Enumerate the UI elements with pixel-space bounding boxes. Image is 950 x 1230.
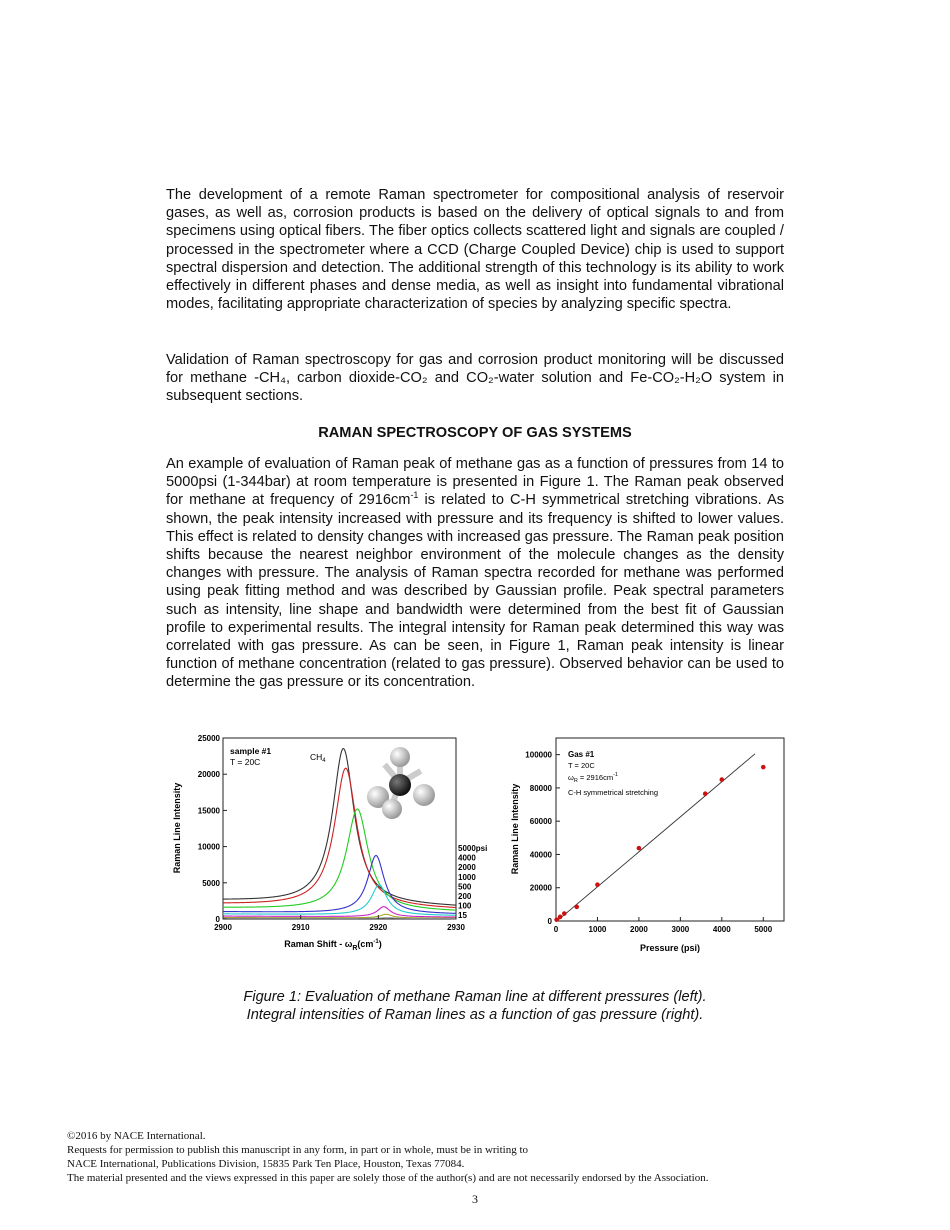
right-y-tick-label: 0 (547, 917, 552, 926)
right-annotation-temp: T = 20C (568, 761, 595, 770)
right-y-tick-label: 40000 (529, 850, 552, 860)
left-xlabel-unit-sup: -1 (373, 939, 379, 945)
section-heading: RAMAN SPECTROSCOPY OF GAS SYSTEMS (318, 425, 632, 441)
left-x-tick-label: 2920 (369, 923, 388, 932)
left-y-tick-label: 20000 (197, 770, 220, 780)
figure-caption (166, 988, 784, 1025)
legend-label-200: 200 (458, 892, 472, 901)
paragraph-methane (166, 455, 784, 692)
methane-spectra-chart (168, 728, 488, 958)
left-y-tick-label: 25000 (197, 734, 220, 743)
right-freq-sup: -1 (613, 772, 618, 778)
footer-disclaimer: The material presented and the views expressed in this paper are solely those of the author(s) and are not necessarily endorsed by the Association. (67, 1172, 709, 1184)
footer (67, 1129, 887, 1185)
left-y-tick-label: 10000 (197, 842, 220, 852)
caption-line-2: Integral intensities of Raman lines as a function of gas pressure (right). (246, 1007, 704, 1024)
left-xlabel-main: Raman Shift - ω (284, 939, 353, 949)
data-point (720, 777, 725, 782)
paragraph-intro: The development of a remote Raman spectrometer for compositional analysis of reservoir gases, as well as, corrosion products is based on the delivery of optical signals to and from specimens using optical fibers. The fiber optics collects scattered light and signals are coupled / processed in the spectrometer where a CCD (Charge Coupled Device) chip is used to support spectral dispersion and detection. The additional strength of this technology is its ability to work effectively in different phases and dense media, as well as insight into fundamental vibrational modes, facilitating appropriate characterization of species by analyzing specific spectra. (166, 187, 784, 313)
footer-address: NACE International, Publications Division, 15835 Park Ten Place, Houston, Texas 77084. (67, 1158, 465, 1170)
data-point (595, 882, 600, 887)
footer-permission: Requests for permission to publish this manuscript in any form, in part or in whole, must be in writing to (67, 1144, 529, 1156)
right-annotation-gas: Gas #1 (568, 750, 595, 759)
legend-label-2000: 2000 (458, 863, 476, 873)
left-y-tick-label: 5000 (202, 878, 220, 888)
left-species-sub: 4 (322, 758, 326, 764)
paragraph-methane-sup: -1 (410, 490, 419, 501)
legend-label-1000: 1000 (458, 872, 476, 882)
left-x-tick-label: 2900 (214, 923, 232, 932)
paragraph-methane-part1: An example of evaluation of Raman peak of methane gas as a function of pressures from 14 to 5000psi (1-344bar) at room temperature is presented in Figure 1. The Raman peak observed for methane at frequency of 2916cm (166, 456, 784, 509)
right-x-tick-label: 2000 (630, 925, 648, 934)
right-x-tick-label: 4000 (712, 925, 731, 934)
data-point (637, 846, 642, 851)
right-y-tick-label: 100000 (525, 750, 552, 760)
right-x-tick-label: 3000 (671, 925, 690, 934)
left-xlabel-sub: R (352, 945, 358, 952)
left-y-tick-label: 0 (215, 915, 220, 924)
right-freq-symbol: ω (568, 773, 574, 782)
right-y-tick-label: 80000 (529, 783, 552, 793)
left-annotation-temp: T = 20C (230, 757, 261, 767)
right-y-axis-label: Raman Line Intensity (510, 783, 520, 875)
right-freq-value: = 2916cm (577, 773, 614, 782)
data-point (761, 765, 766, 770)
methane-molecule-icon (367, 747, 435, 819)
legend-label-4000: 4000 (458, 853, 476, 863)
left-species-main: CH (310, 752, 323, 762)
left-x-tick-label: 2930 (447, 923, 465, 932)
left-annotation-species (310, 752, 326, 764)
right-x-axis-label: Pressure (psi) (639, 943, 701, 953)
caption-line-1: Figure 1: Evaluation of methane Raman line at different pressures (left). (243, 989, 707, 1005)
data-point (703, 791, 708, 796)
data-point (574, 905, 579, 910)
legend-label-5000psi: 5000psi (458, 844, 488, 853)
data-point (558, 915, 563, 920)
left-y-tick-label: 15000 (197, 806, 220, 816)
legend-label-500: 500 (458, 882, 472, 892)
spectrum-line-2000 (223, 809, 456, 910)
legend-label-100: 100 (458, 901, 472, 911)
right-y-tick-label: 60000 (529, 817, 552, 827)
paragraph-methane-part2: is related to C-H symmetrical stretching vibrations. As shown, the peak intensity increased with pressure and its frequency is shifted to lower values. This effect is related to density changes with increased gas pressure. The Raman peak position shifts because the nearest neighbor environment of the molecule changes as the density changes with pressure. The analysis of Raman spectra recorded for methane was performed using peak fitting method and was described by Gaussian profile. Peak spectral parameters such as intensity, line shape and bandwidth were determined from the best fit of Gaussian profile to experimental results. The integral intensity for Raman peak determined this way was correlated with gas pressure. As can be seen, in Figure 1, Raman peak intensity is linear function of methane concentration (related to gas pressure). Observed behavior can be used to determine the gas pressure or its concentration. (166, 492, 784, 691)
right-x-tick-label: 0 (553, 925, 559, 934)
right-annotation-freq (568, 772, 618, 784)
intensity-vs-pressure-chart (508, 732, 792, 962)
data-point (562, 911, 567, 916)
right-x-tick-label: 5000 (754, 925, 773, 934)
right-x-tick-label: 1000 (588, 925, 607, 934)
left-x-axis-label (284, 939, 382, 952)
left-xlabel-unit: (cm (357, 939, 374, 949)
paragraph-validation: Validation of Raman spectroscopy for gas and corrosion product monitoring will be discussed for methane -CH₄, carbon dioxide-CO₂ and CO₂-water solution and Fe-CO₂-H₂O system in subsequent sections. (166, 352, 784, 405)
legend-label-15: 15 (458, 911, 467, 921)
left-x-tick-label: 2910 (291, 923, 310, 932)
left-annotation-sample: sample #1 (230, 746, 272, 756)
right-y-tick-label: 20000 (529, 883, 552, 893)
right-annotation-mode: C-H symmetrical stretching (568, 788, 659, 797)
right-freq-sub: R (573, 778, 578, 784)
left-xlabel-unit-end: ) (378, 939, 382, 949)
footer-copyright: ©2016 by NACE International. (67, 1130, 206, 1142)
left-y-axis-label: Raman Line Intensity (172, 782, 182, 874)
page-number: 3 (472, 1192, 478, 1206)
